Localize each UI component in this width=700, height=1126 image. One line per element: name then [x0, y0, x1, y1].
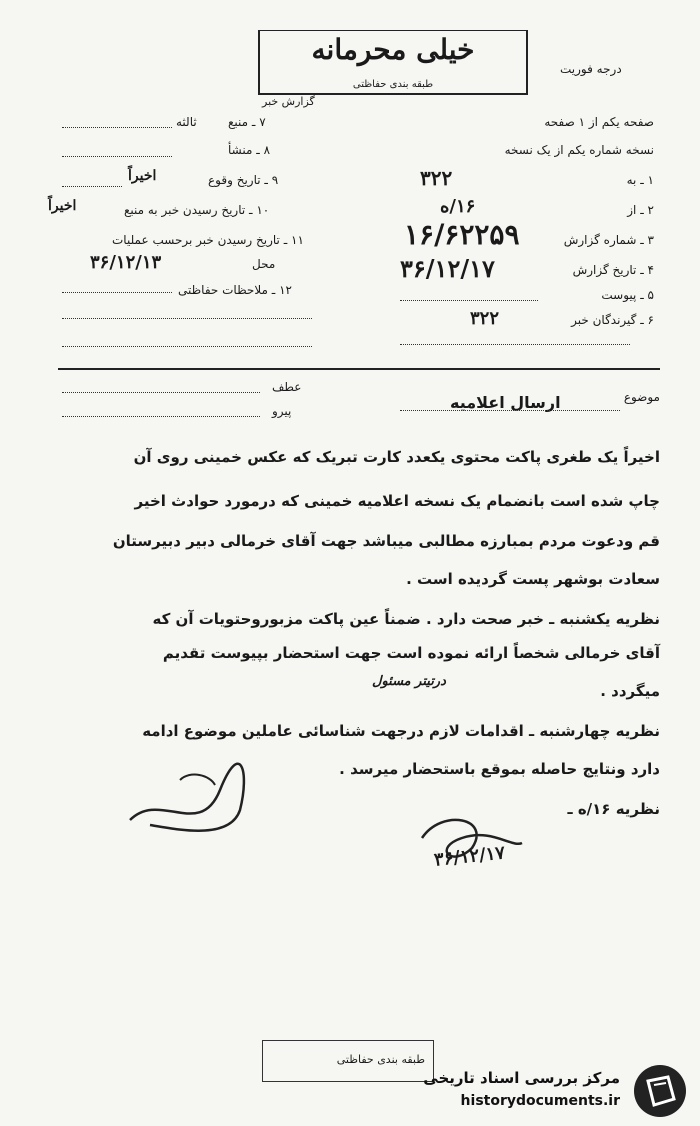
- field-source-label: ۷ ـ منبع: [228, 115, 266, 129]
- field-place-label: محل: [252, 257, 276, 271]
- body-line: اخیراً یک طغری پاکت محتوی یکعدد کارت تبریک که عکس خمینی روی آن: [133, 448, 660, 466]
- field-source-received-value: اخیراً: [48, 198, 77, 214]
- classification-stamp: [258, 30, 528, 95]
- notes-line-2: [62, 318, 312, 319]
- body-line: نظریه ۱۶/ه ـ: [567, 800, 660, 818]
- source-line: [62, 127, 172, 128]
- followup-label: پیرو: [272, 404, 292, 418]
- archive-watermark: [418, 1063, 690, 1117]
- field-report-number-value: ۱۶/۶۲۲۵۹: [404, 218, 520, 251]
- field-attachment-label: ۵ ـ پیوست: [601, 288, 654, 302]
- field-origin-label: ۸ ـ منشأ: [228, 143, 271, 157]
- occurrence-line: [62, 186, 122, 187]
- field-source-extra: ثالثه: [176, 115, 197, 129]
- body-line: قم ودعوت مردم بمبارزه مطالبی میباشد جهت آقای خرمالی دبیر دبیرستان: [112, 532, 660, 550]
- field-occurrence-value: اخیراً: [128, 168, 157, 184]
- body-line: آقای خرمالی شخصاً ارائه نموده است جهت استحضار بپیوست تقدیم: [162, 644, 660, 662]
- body-line: سعادت بوشهر پست گردیده است .: [406, 570, 660, 588]
- archive-logo-icon: [634, 1065, 686, 1117]
- field-from-label: ۲ ـ از: [627, 203, 654, 217]
- body-line: دارد ونتایج حاصله بموقع باستحضار میرسد .: [339, 760, 660, 778]
- origin-line: [62, 156, 172, 157]
- field-report-date-value: ۳۶/۱۲/۱۷: [400, 254, 495, 283]
- margin-handwritten-note: درتیتر مسئول: [372, 674, 446, 689]
- signature-left: [120, 750, 260, 850]
- field-operation-received-value: ۳۶/۱۲/۱۳: [90, 252, 162, 273]
- stamp-title: خیلی محرمانه: [311, 33, 475, 66]
- page-count: صفحه یکم از ۱ صفحه: [544, 115, 654, 129]
- reference-line: [62, 392, 260, 393]
- field-report-number-label: ۳ ـ شماره گزارش: [563, 233, 654, 247]
- report-type-note: گزارش خبر: [262, 95, 315, 108]
- recipients-line: [400, 344, 630, 345]
- field-security-notes-label: ۱۲ ـ ملاحظات حفاظتی: [178, 283, 292, 297]
- field-occurrence-label: ۹ ـ تاریخ وقوع: [208, 173, 279, 187]
- notes-line-3: [62, 346, 312, 347]
- archive-name: مرکز بررسی اسناد تاریخی: [423, 1069, 620, 1087]
- copy-number: نسخه شماره یکم از یک نسخه: [504, 143, 654, 157]
- footer-classification-stamp: [262, 1040, 434, 1082]
- body-line: نظریه چهارشنبه ـ اقدامات لازم درجهت شناسائی عاملین موضوع ادامه: [142, 722, 660, 740]
- field-recipients-label: ۶ ـ گیرندگان خبر: [571, 313, 654, 327]
- security-notes-line: [62, 292, 172, 293]
- subject-value: ارسال اعلامیه: [450, 393, 561, 412]
- attachment-line: [400, 300, 538, 301]
- stamp-subtitle: طبقه بندی حفاظتی: [352, 79, 434, 90]
- body-line: نظریه یکشنبه ـ خبر صحت دارد . ضمناً عین پاکت مزبوروحتویات آن که: [152, 610, 660, 628]
- archive-url: historydocuments.ir: [460, 1093, 620, 1109]
- field-operation-received-label: ۱۱ ـ تاریخ رسیدن خبر برحسب عملیات: [112, 233, 304, 247]
- field-report-date-label: ۴ ـ تاریخ گزارش: [572, 263, 654, 277]
- field-recipients-value: ۳۲۲: [470, 308, 500, 329]
- field-to-value: ۳۲۲: [420, 166, 453, 190]
- body-line: میگردد .: [600, 682, 660, 700]
- footer-stamp-text: طبقه بندی حفاظتی: [336, 1053, 425, 1066]
- divider-top: [58, 368, 660, 370]
- followup-line: [62, 416, 260, 417]
- reference-label: عطف: [272, 380, 302, 394]
- subject-label: موضوع: [623, 390, 660, 404]
- subject-line: [400, 410, 620, 411]
- field-from-value: ۱۶/ه: [440, 196, 476, 217]
- priority-label: درجه فوریت: [560, 62, 622, 76]
- signature-date: ۳۶/۱۲/۱۷: [433, 842, 507, 871]
- body-line: چاپ شده است بانضمام یک نسخه اعلامیه خمینی که درمورد حوادث اخیر: [134, 492, 660, 510]
- field-to-label: ۱ ـ به: [626, 173, 654, 187]
- field-source-received-label: ۱۰ ـ تاریخ رسیدن خبر به منبع: [124, 203, 270, 217]
- signature-right: [412, 808, 532, 878]
